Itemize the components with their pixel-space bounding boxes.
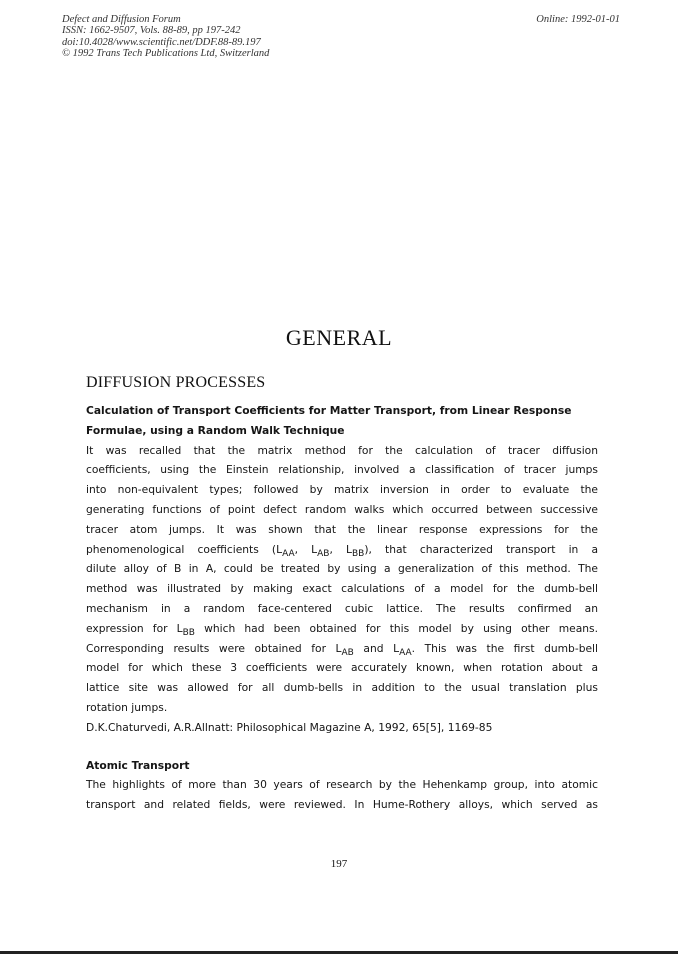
subscript-aa: AA	[399, 647, 412, 658]
article-title-2: Atomic Transport	[86, 758, 190, 772]
article-title-line-2: Formulae, using a Random Walk Technique	[86, 423, 345, 437]
subsection-title: DIFFUSION PROCESSES	[86, 374, 266, 391]
abstract-line-coefficients	[86, 540, 598, 560]
article-reference: D.K.Chaturvedi, A.R.Allnatt: Philosophical Magazine A, 1992, 65[5], 1169-85	[86, 720, 493, 734]
abstract-line: into non-equivalent types; followed by matrix inversion in order to evaluate the	[86, 483, 598, 497]
abstract-line-lbb	[86, 619, 598, 639]
article-title-line-1	[86, 401, 598, 421]
text-fragment: , L	[329, 542, 352, 556]
text-fragment: phenomenological coefficients (L	[86, 542, 283, 556]
subscript-ab: AB	[341, 647, 354, 658]
text-fragment: . This was the first dumb-bell	[411, 641, 598, 655]
journal-name: Defect and Diffusion Forum	[62, 14, 181, 25]
abstract-line: method was illustrated by making exact calculations of a model for the dumb-bell	[86, 582, 598, 596]
section-title: GENERAL	[285, 325, 393, 350]
abstract-line: It was recalled that the matrix method for the calculation of tracer diffusion	[86, 443, 598, 457]
article-body	[86, 401, 598, 815]
abstract-line-lab-laa	[86, 639, 598, 659]
abstract-line: tracer atom jumps. It was shown that the linear response expressions for the	[86, 522, 598, 536]
text-fragment: , L	[294, 542, 318, 556]
abstract-line: lattice site was allowed for all dumb-bells in addition to the usual translation plus	[86, 681, 598, 695]
abstract-line: rotation jumps.	[86, 700, 168, 714]
subscript-aa: AA	[282, 548, 295, 559]
online-date: Online: 1992-01-01	[536, 14, 620, 25]
article-title-text-1: Calculation of Transport Coefficients for Matter Transport, from Linear Response	[86, 404, 572, 417]
paragraph-gap	[86, 738, 598, 756]
text-fragment: and L	[353, 641, 400, 655]
subscript-bb: BB	[351, 548, 365, 559]
article-abstract	[86, 441, 598, 718]
text-fragment: which had been obtained for this model by using other means.	[194, 621, 598, 635]
abstract-line: generating functions of point defect random walks which occurred between successive	[86, 502, 598, 516]
journal-header	[62, 14, 269, 60]
text-fragment: expression for L	[86, 621, 183, 635]
subscript-ab: AB	[317, 548, 330, 559]
subscript-bb: BB	[182, 627, 195, 638]
abstract-line: model for which these 3 coefficients were accurately known, when rotation about a	[86, 661, 598, 675]
doi-line: doi:10.4028/www.scientific.net/DDF.88-89.197	[62, 36, 261, 48]
bottom-rule	[0, 951, 678, 954]
abstract-line: The highlights of more than 30 years of research by the Hehenkamp group, into atomic	[86, 778, 598, 792]
issn-line: ISSN: 1662-9507, Vols. 88-89, pp 197-242	[62, 25, 241, 37]
article-abstract-2	[86, 775, 598, 815]
abstract-line: dilute alloy of B in A, could be treated by using a generalization of this method. The	[86, 562, 598, 576]
abstract-line: mechanism in a random face-centered cubic lattice. The results confirmed an	[86, 601, 598, 615]
page-number: 197	[330, 858, 348, 870]
text-fragment: ), that characterized transport in a	[364, 542, 598, 556]
article-title	[86, 401, 598, 441]
copyright-line: © 1992 Trans Tech Publications Ltd, Switzerland	[62, 48, 270, 60]
text-fragment: Corresponding results were obtained for L	[86, 641, 342, 655]
abstract-line: transport and related fields, were reviewed. In Hume-Rothery alloys, which served as	[86, 798, 598, 812]
abstract-line: coefficients, using the Einstein relationship, involved a classification of tracer jumps	[86, 463, 598, 477]
